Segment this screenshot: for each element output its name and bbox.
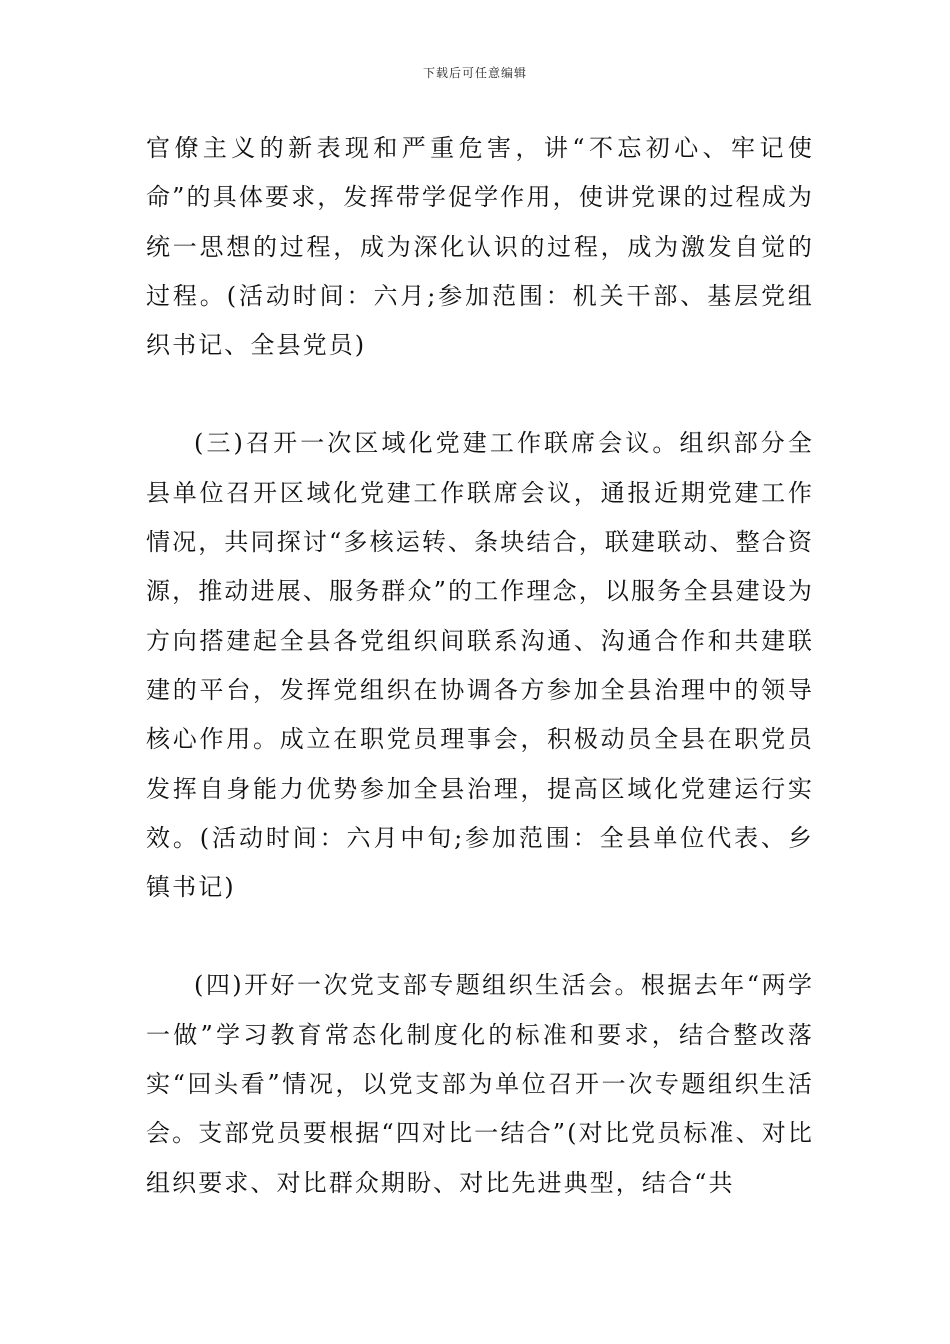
paragraph-continuation: 官僚主义的新表现和严重危害，讲“不忘初心、牢记使命”的具体要求，发挥带学促学作用，使讲党课的过程成为统一思想的过程，成为深化认识的过程，成为激发自觉的过程。(活动时间：六月;参加范围：机关干部、基层党组织书记、全县党员) xyxy=(146,134,814,360)
paragraph-section-4: (四)开好一次党支部专题组织生活会。根据去年“两学一做”学习教育常态化制度化的标准和要求，结合整改落实“回头看”情况，以党支部为单位召开一次专题组织生活会。支部党员要根据“四对比一结合”(对比党员标准、对比组织要求、对比群众期盼、对比先进典型，结合“共 xyxy=(146,971,814,1197)
paragraph-section-3: (三)召开一次区域化党建工作联席会议。组织部分全县单位召开区域化党建工作联席会议，通报近期党建工作情况，共同探讨“多核运转、条块结合，联建联动、整合资源，推动进展、服务群众”的工作理念，以服务全县建设为方向搭建起全县各党组织间联系沟通、沟通合作和共建联建的平台，发挥党组织在协调各方参加全县治理中的领导核心作用。成立在职党员理事会，积极动员全县在职党员发挥自身能力优势参加全县治理，提高区域化党建运行实效。(活动时间：六月中旬;参加范围：全县单位代表、乡镇书记) xyxy=(146,429,814,902)
document-body xyxy=(146,124,814,1208)
page-header: 下载后可任意编辑 xyxy=(422,66,527,80)
